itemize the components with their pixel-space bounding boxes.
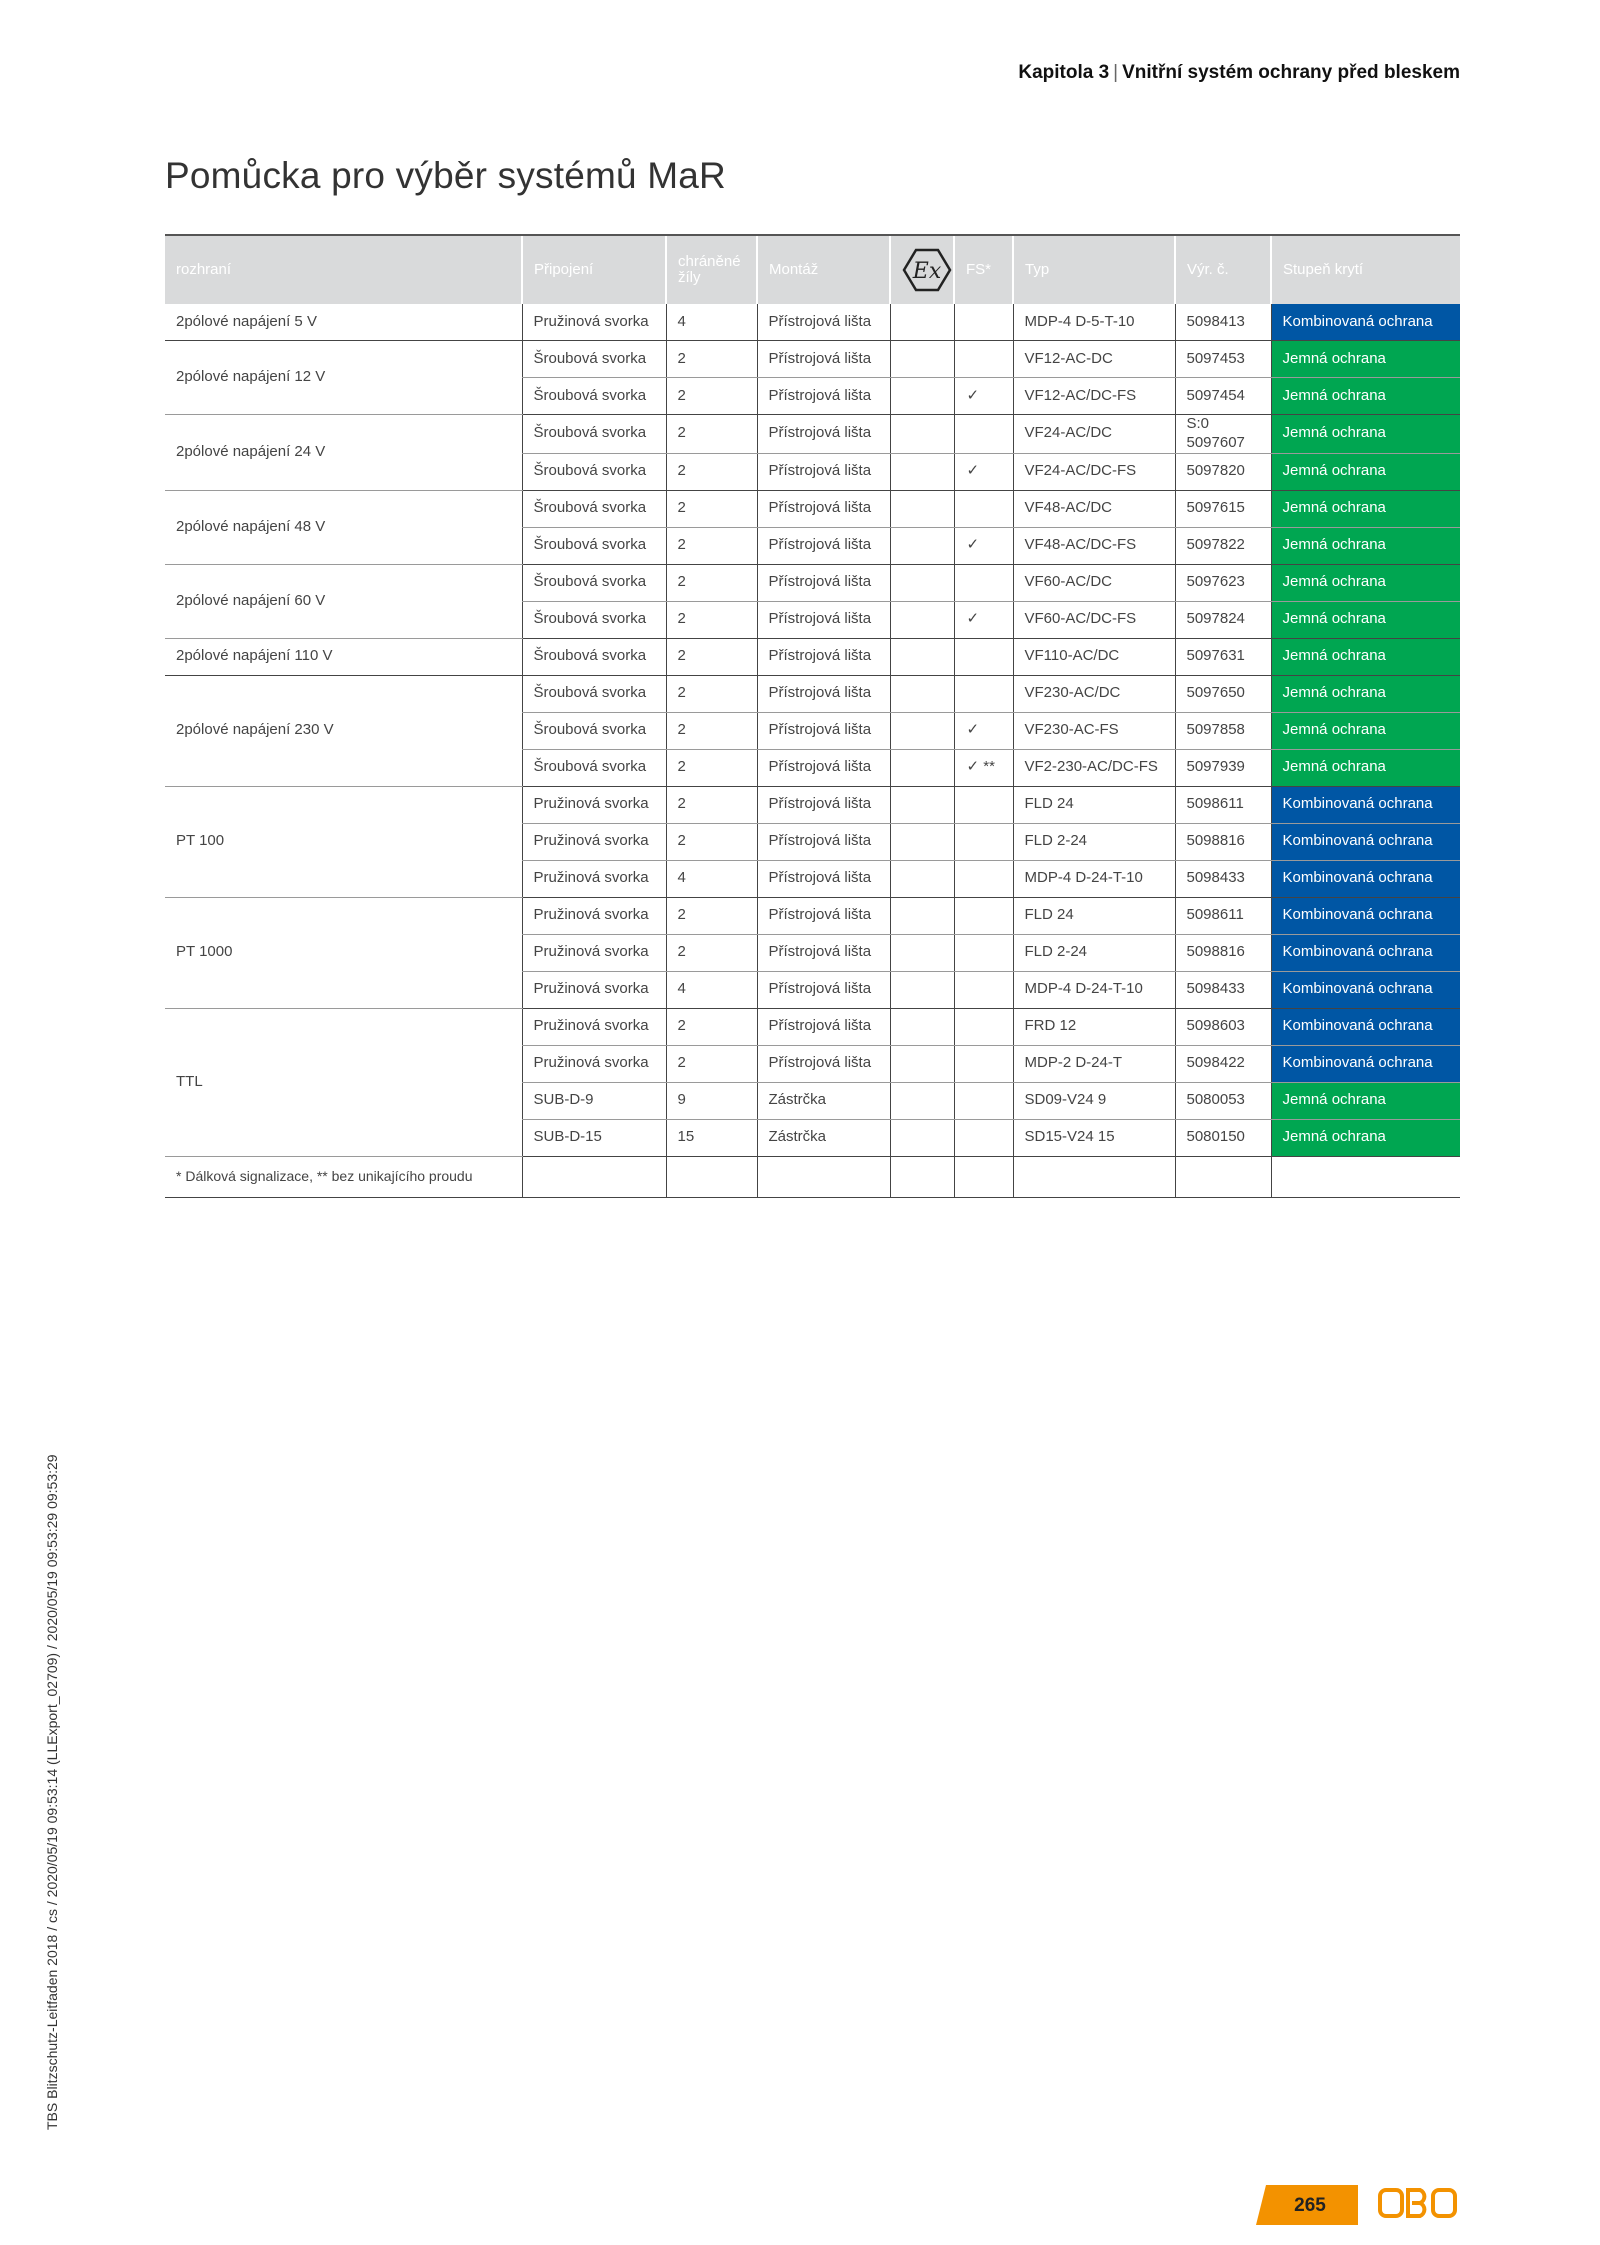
protection-cell: Jemná ochrana [1271,749,1460,786]
empty-cell [1175,1156,1271,1197]
wires-cell: 2 [666,415,757,454]
item-number-cell: 5097939 [1175,749,1271,786]
protection-cell: Kombinovaná ochrana [1271,971,1460,1008]
protection-cell: Jemná ochrana [1271,564,1460,601]
table-row [165,415,1460,454]
fs-cell [954,897,1013,934]
table-row [165,341,1460,378]
table-row [165,564,1460,601]
empty-cell [757,1156,890,1197]
protection-cell: Jemná ochrana [1271,601,1460,638]
table-row [165,1008,1460,1045]
fs-cell [954,1119,1013,1156]
col-header-item: Výr. č. [1175,235,1271,304]
connection-cell: Pružinová svorka [522,786,666,823]
type-cell: FLD 24 [1013,897,1175,934]
ex-cell [890,638,954,675]
ex-cell [890,304,954,341]
type-cell: VF110-AC/DC [1013,638,1175,675]
item-number-cell: 5097822 [1175,527,1271,564]
mounting-cell: Přístrojová lišta [757,304,890,341]
protection-cell: Jemná ochrana [1271,453,1460,490]
table-row [165,304,1460,341]
item-number-cell: 5098816 [1175,823,1271,860]
connection-cell: Šroubová svorka [522,341,666,378]
wires-cell: 4 [666,304,757,341]
type-cell: VF230-AC/DC [1013,675,1175,712]
interface-cell: 2pólové napájení 24 V [165,415,522,491]
connection-cell: Pružinová svorka [522,304,666,341]
item-number-cell: 5098603 [1175,1008,1271,1045]
footnote: * Dálková signalizace, ** bez unikajícího proudu [165,1156,522,1197]
type-cell: FLD 2-24 [1013,823,1175,860]
empty-cell [1271,1156,1460,1197]
connection-cell: Šroubová svorka [522,415,666,454]
connection-cell: SUB-D-15 [522,1119,666,1156]
protection-cell: Jemná ochrana [1271,1119,1460,1156]
obo-logo [1378,2187,1458,2219]
connection-cell: Šroubová svorka [522,601,666,638]
selection-table [165,234,1460,1198]
wires-cell: 2 [666,823,757,860]
wires-cell: 2 [666,712,757,749]
type-cell: SD09-V24 9 [1013,1082,1175,1119]
type-cell: VF12-AC/DC-FS [1013,378,1175,415]
fs-cell [954,823,1013,860]
page-number: 265 [1294,2195,1326,2216]
connection-cell: Pružinová svorka [522,823,666,860]
protection-cell: Jemná ochrana [1271,527,1460,564]
ex-cell [890,1045,954,1082]
fs-cell: ✓ [954,601,1013,638]
connection-cell: Pružinová svorka [522,897,666,934]
ex-cell [890,897,954,934]
type-cell: FLD 2-24 [1013,934,1175,971]
interface-cell: 2pólové napájení 48 V [165,490,522,564]
fs-cell [954,415,1013,454]
wires-cell: 2 [666,564,757,601]
item-number-cell: 5097631 [1175,638,1271,675]
type-cell: VF60-AC/DC-FS [1013,601,1175,638]
type-cell: VF24-AC/DC-FS [1013,453,1175,490]
type-cell: MDP-4 D-24-T-10 [1013,860,1175,897]
fs-cell [954,860,1013,897]
section-label: Vnitřní systém ochrany před bleskem [1122,62,1460,83]
type-cell: FLD 24 [1013,786,1175,823]
item-number-cell: 5098422 [1175,1045,1271,1082]
interface-cell: 2pólové napájení 110 V [165,638,522,675]
table-row [165,490,1460,527]
item-number-cell: 5097454 [1175,378,1271,415]
type-cell: VF48-AC/DC-FS [1013,527,1175,564]
connection-cell: Pružinová svorka [522,971,666,1008]
mounting-cell: Přístrojová lišta [757,897,890,934]
item-number-cell: 5098816 [1175,934,1271,971]
item-number-cell: 5098433 [1175,860,1271,897]
mounting-cell: Přístrojová lišta [757,378,890,415]
fs-cell [954,341,1013,378]
protection-cell: Kombinovaná ochrana [1271,823,1460,860]
connection-cell: Šroubová svorka [522,527,666,564]
wires-cell: 4 [666,971,757,1008]
protection-cell: Kombinovaná ochrana [1271,1045,1460,1082]
interface-cell: PT 1000 [165,897,522,1008]
fs-cell: ✓ [954,527,1013,564]
protection-cell: Jemná ochrana [1271,341,1460,378]
fs-cell: ✓ [954,712,1013,749]
ex-cell [890,749,954,786]
empty-cell [954,1156,1013,1197]
fs-cell [954,304,1013,341]
interface-cell: PT 100 [165,786,522,897]
mounting-cell: Přístrojová lišta [757,601,890,638]
wires-cell: 2 [666,1008,757,1045]
type-cell: VF230-AC-FS [1013,712,1175,749]
mounting-cell: Zástrčka [757,1082,890,1119]
table-row [165,638,1460,675]
fs-cell [954,638,1013,675]
item-number-cell: 5097623 [1175,564,1271,601]
protection-cell: Kombinovaná ochrana [1271,304,1460,341]
chapter-separator: | [1113,62,1119,83]
protection-cell: Jemná ochrana [1271,675,1460,712]
mounting-cell: Přístrojová lišta [757,786,890,823]
protection-cell: Jemná ochrana [1271,1082,1460,1119]
mounting-cell: Přístrojová lišta [757,712,890,749]
fs-cell: ✓ ** [954,749,1013,786]
connection-cell: Šroubová svorka [522,638,666,675]
col-header-ex [890,235,954,304]
protection-cell: Jemná ochrana [1271,415,1460,454]
print-metadata: TBS Blitzschutz-Leitfaden 2018 / cs / 2020/05/19 09:53:14 (LLExport_02709) / 2020/05/19 09:53:29 09:53:29 [44,1454,60,2130]
interface-cell: 2pólové napájení 12 V [165,341,522,415]
protection-cell: Kombinovaná ochrana [1271,786,1460,823]
wires-cell: 2 [666,786,757,823]
ex-cell [890,1119,954,1156]
page-title: Pomůcka pro výběr systémů MaR [165,155,726,196]
item-number-cell: 5098433 [1175,971,1271,1008]
type-cell: VF2-230-AC/DC-FS [1013,749,1175,786]
ex-cell [890,527,954,564]
protection-cell: Jemná ochrana [1271,378,1460,415]
col-header-interface: rozhraní [165,235,522,304]
chapter-header [1018,62,1460,84]
item-number-cell: 5097824 [1175,601,1271,638]
ex-cell [890,341,954,378]
wires-cell: 2 [666,897,757,934]
fs-cell: ✓ [954,378,1013,415]
mounting-cell: Přístrojová lišta [757,341,890,378]
protection-cell: Kombinovaná ochrana [1271,860,1460,897]
wires-cell: 2 [666,934,757,971]
empty-cell [890,1156,954,1197]
wires-cell: 2 [666,453,757,490]
wires-cell: 2 [666,749,757,786]
wires-cell: 2 [666,675,757,712]
mounting-cell: Přístrojová lišta [757,453,890,490]
col-header-type: Typ [1013,235,1175,304]
type-cell: VF24-AC/DC [1013,415,1175,454]
fs-cell: ✓ [954,453,1013,490]
connection-cell: Pružinová svorka [522,860,666,897]
fs-cell [954,1045,1013,1082]
mounting-cell: Přístrojová lišta [757,971,890,1008]
protection-cell: Kombinovaná ochrana [1271,934,1460,971]
col-header-protection: Stupeň krytí [1271,235,1460,304]
mounting-cell: Přístrojová lišta [757,934,890,971]
mounting-cell: Přístrojová lišta [757,527,890,564]
ex-cell [890,453,954,490]
wires-cell: 2 [666,1045,757,1082]
connection-cell: Šroubová svorka [522,490,666,527]
ex-cell [890,601,954,638]
ex-cell [890,490,954,527]
protection-cell: Jemná ochrana [1271,490,1460,527]
connection-cell: Šroubová svorka [522,453,666,490]
item-number-cell: 5080053 [1175,1082,1271,1119]
chapter-label: Kapitola 3 [1018,62,1110,83]
item-number-cell: 5097650 [1175,675,1271,712]
item-number-cell: 5097615 [1175,490,1271,527]
table-header-row [165,235,1460,304]
empty-cell [522,1156,666,1197]
wires-cell: 2 [666,601,757,638]
protection-cell: Kombinovaná ochrana [1271,897,1460,934]
svg-text:Ex: Ex [912,259,942,284]
ex-cell [890,378,954,415]
table-row [165,897,1460,934]
mounting-cell: Přístrojová lišta [757,638,890,675]
connection-cell: Šroubová svorka [522,675,666,712]
ex-cell [890,415,954,454]
mounting-cell: Přístrojová lišta [757,564,890,601]
connection-cell: Šroubová svorka [522,564,666,601]
interface-cell: 2pólové napájení 5 V [165,304,522,341]
col-header-mounting: Montáž [757,235,890,304]
type-cell: FRD 12 [1013,1008,1175,1045]
fs-cell [954,675,1013,712]
mounting-cell: Přístrojová lišta [757,860,890,897]
empty-cell [666,1156,757,1197]
mounting-cell: Přístrojová lišta [757,490,890,527]
fs-cell [954,786,1013,823]
ex-cell [890,564,954,601]
item-number-cell: 5098413 [1175,304,1271,341]
interface-cell: 2pólové napájení 60 V [165,564,522,638]
fs-cell [954,490,1013,527]
col-header-connection: Připojení [522,235,666,304]
footnote-row [165,1156,1460,1197]
fs-cell [954,564,1013,601]
mounting-cell: Přístrojová lišta [757,749,890,786]
empty-cell [1013,1156,1175,1197]
ex-cell [890,675,954,712]
connection-cell: Pružinová svorka [522,1045,666,1082]
item-number-cell: 5097858 [1175,712,1271,749]
wires-cell: 2 [666,638,757,675]
interface-cell: TTL [165,1008,522,1156]
wires-cell: 4 [666,860,757,897]
protection-cell: Jemná ochrana [1271,638,1460,675]
table-row [165,786,1460,823]
wires-cell: 2 [666,490,757,527]
type-cell: MDP-2 D-24-T [1013,1045,1175,1082]
fs-cell [954,934,1013,971]
type-cell: VF60-AC/DC [1013,564,1175,601]
col-header-fs: FS* [954,235,1013,304]
item-number-cell: 5098611 [1175,897,1271,934]
mounting-cell: Zástrčka [757,1119,890,1156]
connection-cell: SUB-D-9 [522,1082,666,1119]
mounting-cell: Přístrojová lišta [757,415,890,454]
interface-cell: 2pólové napájení 230 V [165,675,522,786]
connection-cell: Pružinová svorka [522,934,666,971]
fs-cell [954,1008,1013,1045]
connection-cell: Šroubová svorka [522,712,666,749]
ex-cell [890,712,954,749]
wires-cell: 2 [666,527,757,564]
item-number-cell: 5098611 [1175,786,1271,823]
ex-cell [890,823,954,860]
ex-cell [890,786,954,823]
connection-cell: Pružinová svorka [522,1008,666,1045]
protection-cell: Jemná ochrana [1271,712,1460,749]
mounting-cell: Přístrojová lišta [757,1045,890,1082]
mounting-cell: Přístrojová lišta [757,675,890,712]
type-cell: VF12-AC-DC [1013,341,1175,378]
protection-cell: Kombinovaná ochrana [1271,1008,1460,1045]
ex-cell [890,971,954,1008]
type-cell: MDP-4 D-24-T-10 [1013,971,1175,1008]
connection-cell: Šroubová svorka [522,378,666,415]
table-row [165,675,1460,712]
wires-cell: 2 [666,341,757,378]
fs-cell [954,1082,1013,1119]
item-number-cell: S:0 5097607 [1175,415,1271,454]
wires-cell: 2 [666,378,757,415]
item-number-cell: 5097453 [1175,341,1271,378]
type-cell: VF48-AC/DC [1013,490,1175,527]
fs-cell [954,971,1013,1008]
ex-cell [890,1008,954,1045]
item-number-cell: 5097820 [1175,453,1271,490]
col-header-wires: chráněné žíly [666,235,757,304]
wires-cell: 15 [666,1119,757,1156]
item-number-cell: 5080150 [1175,1119,1271,1156]
mounting-cell: Přístrojová lišta [757,823,890,860]
connection-cell: Šroubová svorka [522,749,666,786]
type-cell: SD15-V24 15 [1013,1119,1175,1156]
ex-cell [890,934,954,971]
wires-cell: 9 [666,1082,757,1119]
ex-cell [890,860,954,897]
ex-icon [902,248,952,292]
type-cell: MDP-4 D-5-T-10 [1013,304,1175,341]
ex-cell [890,1082,954,1119]
mounting-cell: Přístrojová lišta [757,1008,890,1045]
